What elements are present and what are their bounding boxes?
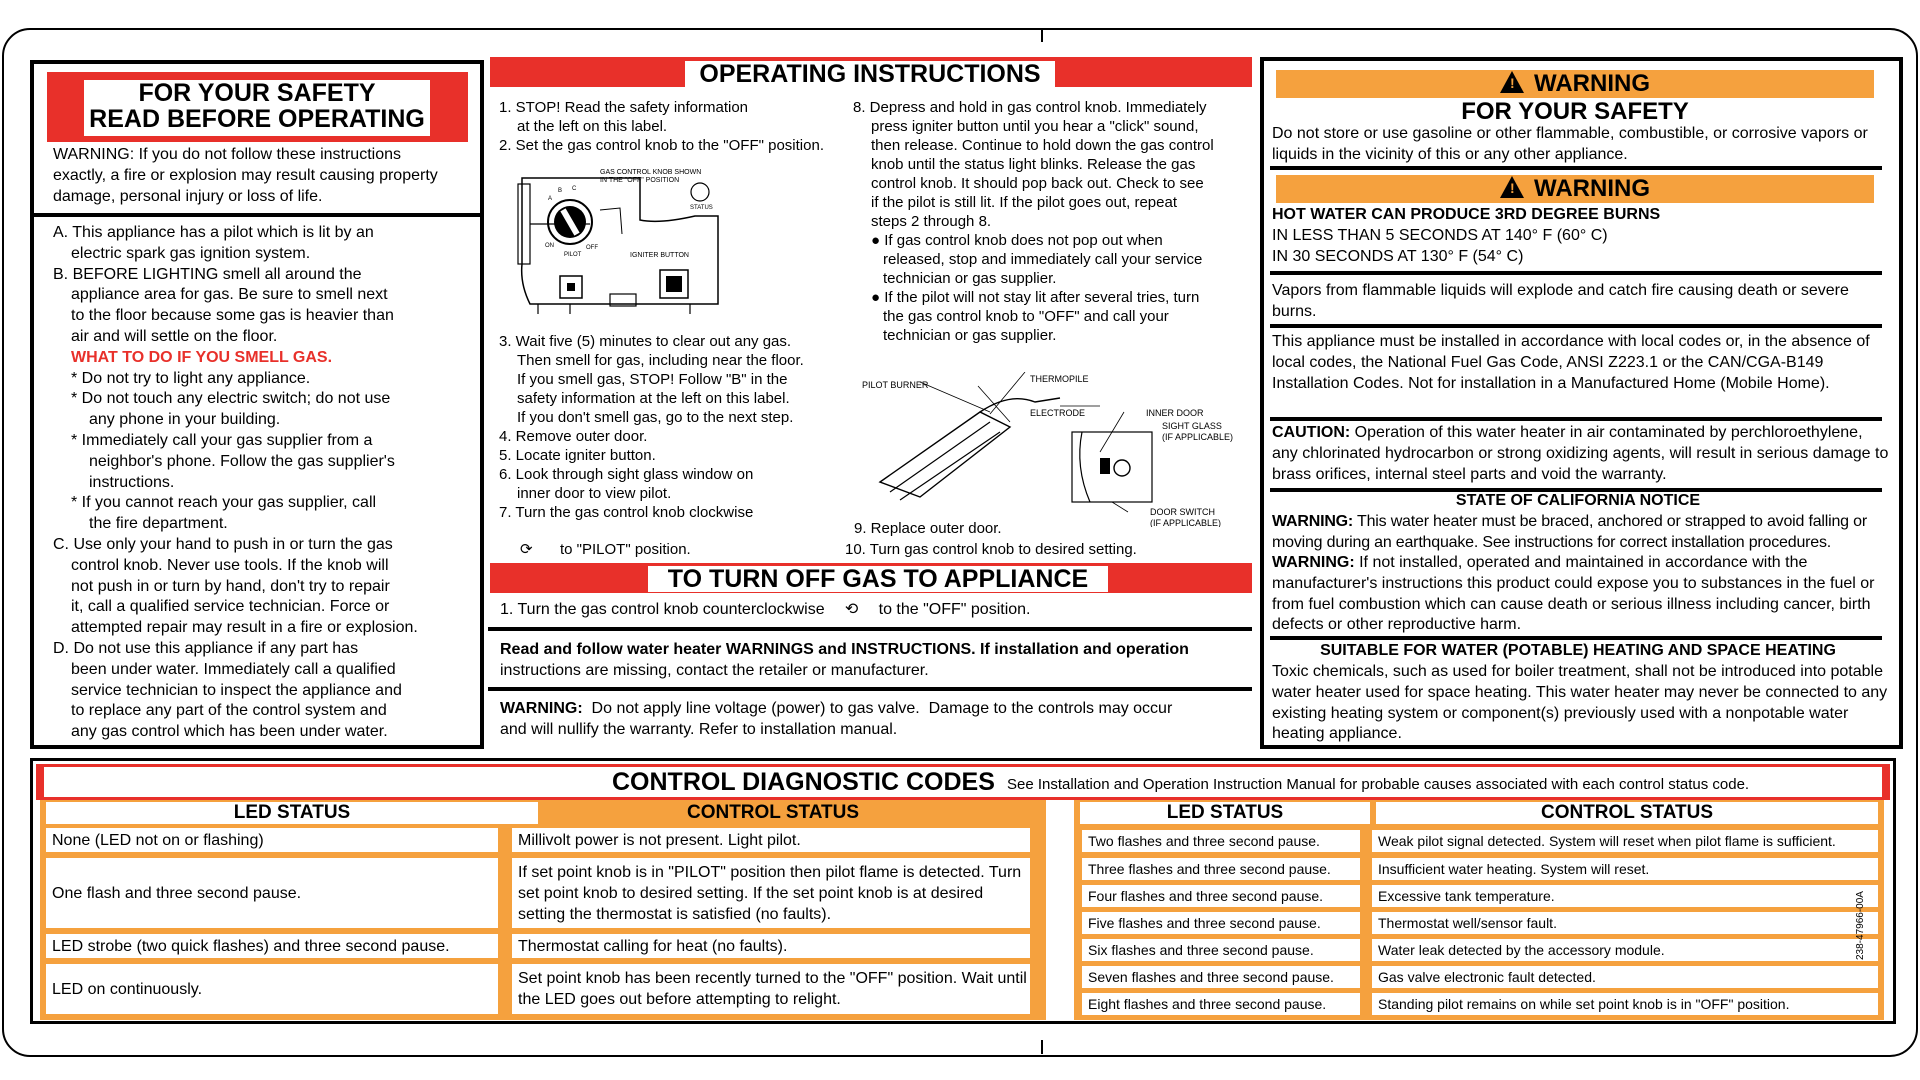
- control-status-cell: Insufficient water heating. System will reset.: [1372, 858, 1878, 880]
- step-10: 10. Turn gas control knob to desired setting.: [845, 541, 1137, 558]
- text-line: WHAT TO DO IF YOU SMELL GAS.: [71, 348, 333, 366]
- diagnostic-subtitle: See Installation and Operation Instruction Manual for probable causes associated with each control status code.: [1007, 776, 1750, 793]
- text-line: any phone in your building.: [89, 411, 281, 429]
- text-line: the fire department.: [89, 515, 228, 533]
- text-line: any gas control which has been under water.: [71, 723, 388, 741]
- control-status-cell: Thermostat well/sensor fault.: [1372, 912, 1878, 934]
- text-line: technician or gas supplier.: [883, 327, 1057, 344]
- diagram-label-a: A: [548, 196, 553, 202]
- control-status-cell: Standing pilot remains on while set point knob is in "OFF" position.: [1372, 993, 1878, 1015]
- safety-banner-line1: FOR YOUR SAFETY: [138, 79, 376, 107]
- text-line: D. Do not use this appliance if any part has: [53, 639, 359, 657]
- diagnostic-title-box: [44, 767, 1882, 797]
- line-voltage-warning-line1: Do not apply line voltage (power) to gas valve. Damage to the controls may occur: [582, 700, 1173, 717]
- california-notice-title: STATE OF CALIFORNIA NOTICE: [1455, 492, 1701, 509]
- diagram-thermopile: THERMOPILE: [1030, 374, 1089, 384]
- control-status-cell: Weak pilot signal detected. System will reset when pilot flame is sufficient.: [1372, 830, 1878, 852]
- led-status-cell: Eight flashes and three second pause.: [1082, 993, 1360, 1015]
- potable-text: Toxic chemicals, such as used for boiler treatment, shall not be introduced into potable water heater used for space heating. This water heater may never be connected to any existing heating system or component(s) previously used with a nonpotable water heating appliance.: [1272, 663, 1888, 743]
- safety-divider: [34, 213, 480, 217]
- middle-divider-2: [488, 687, 1252, 691]
- led-status-cell: One flash and three second pause.: [46, 858, 498, 928]
- control-status-cell: Millivolt power is not present. Light pilot.: [512, 828, 1030, 852]
- warning-title-1: WARNING: [1534, 70, 1650, 97]
- warning-bar-2: [1276, 175, 1874, 203]
- led-status-cell: Six flashes and three second pause.: [1082, 939, 1360, 961]
- california-warning-2-body: If not installed, operated and maintained in accordance with the manufacturer's instructions this product could expose you to substances in the fuel or from fuel combustion which can cause death or serious illness including cancer, birth defects or other reproductive harm.: [1272, 554, 1875, 634]
- caution-label: CAUTION:: [1272, 424, 1351, 441]
- safety-warning-text: WARNING: If you do not follow these instructions exactly, a fire or explosion may result causing property damage, personal injury or loss of life.: [53, 146, 438, 205]
- diagram-label-off-knob: OFF: [586, 245, 598, 251]
- control-status-cell: Excessive tank temperature.: [1372, 885, 1878, 907]
- diagram-inner-door: INNER DOOR: [1146, 408, 1204, 418]
- text-line: neighbor's phone. Follow the gas supplier's: [89, 452, 395, 470]
- bottom-tick-mark: [1041, 1040, 1043, 1054]
- caution-text: [1272, 423, 1890, 485]
- led-status-cell: LED on continuously.: [46, 964, 498, 1014]
- text-line: A. This appliance has a pilot which is lit by an: [53, 224, 374, 241]
- line-voltage-warning-label: WARNING:: [500, 700, 583, 717]
- part-number: 238-47966-00A: [1855, 891, 1866, 960]
- text-line: ● If the pilot will not stay lit after several tries, turn: [871, 289, 1200, 306]
- text-line: * Immediately call your gas supplier from a: [71, 431, 373, 449]
- text-line: 3. Wait five (5) minutes to clear out any gas.: [499, 333, 792, 350]
- potable-title: SUITABLE FOR WATER (POTABLE) HEATING AND SPACE HEATING: [1320, 642, 1836, 659]
- operating-steps-8: [853, 98, 1253, 345]
- left-control-header: CONTROL STATUS: [686, 802, 860, 823]
- text-line: 2. Set the gas control knob to the "OFF" position.: [499, 137, 824, 154]
- diagram-if-applicable-1: (IF APPLICABLE): [1162, 432, 1234, 442]
- warning-triangle-icon: !: [1500, 176, 1524, 198]
- turnoff-step: [500, 600, 1250, 621]
- text-line: service technician to inspect the appliance and: [71, 681, 402, 699]
- pilot-burner-diagram: [860, 372, 1240, 527]
- text-line: released, stop and immediately call your service: [883, 251, 1203, 268]
- text-line: If you smell gas, STOP! Follow "B" in the: [517, 371, 788, 388]
- text-line: not push in or turn by hand, don't try to repair: [71, 577, 390, 595]
- warning-title-2: WARNING: [1534, 175, 1650, 202]
- control-status-cell: Set point knob has been recently turned to the "OFF" position. Wait until the LED goes out before attempting to relight.: [512, 964, 1030, 1014]
- text-line: attempted repair may result in a fire or explosion.: [71, 619, 418, 637]
- operating-steps-1-2: [499, 98, 859, 155]
- text-line: * Do not try to light any appliance.: [71, 369, 311, 387]
- diagram-pilot-burner: PILOT BURNER: [862, 380, 929, 390]
- text-line: 7. Turn the gas control knob clockwise: [499, 504, 754, 521]
- right-divider-4: [1270, 417, 1882, 421]
- diagram-sight-glass: SIGHT GLASS: [1162, 421, 1222, 431]
- california-warning-1: [1272, 512, 1890, 554]
- text-line: ● If gas control knob does not pop out when: [871, 232, 1163, 249]
- step7-tail: [520, 540, 820, 559]
- text-line: steps 2 through 8.: [871, 213, 992, 230]
- text-line: if the pilot is still lit. If the pilot goes out, repeat: [871, 194, 1177, 211]
- led-status-cell: LED strobe (two quick flashes) and three second pause.: [46, 934, 498, 958]
- text-line: knob until the status light blinks. Release the gas: [871, 156, 1196, 173]
- california-warning-1-label: WARNING:: [1272, 513, 1354, 530]
- control-status-cell: Water leak detected by the accessory module.: [1372, 939, 1878, 961]
- text-line: to replace any part of the control system and: [71, 702, 387, 720]
- text-line: control knob. It should pop back out. Check to see: [871, 175, 1204, 192]
- text-line: it, call a qualified service technician. Force or: [71, 598, 390, 616]
- text-line: 6. Look through sight glass window on: [499, 466, 754, 483]
- text-line: electric spark gas ignition system.: [71, 244, 311, 262]
- step7-tail-text: to "PILOT" position.: [560, 541, 691, 558]
- hot-water-title: HOT WATER CAN PRODUCE 3RD DEGREE BURNS: [1272, 206, 1661, 223]
- gas-control-valve-diagram: [510, 164, 725, 314]
- led-status-cell: Two flashes and three second pause.: [1082, 830, 1360, 852]
- turnoff-step-tail: to the "OFF" position.: [878, 601, 1031, 618]
- right-divider-2: [1270, 271, 1882, 275]
- warning-triangle-icon: !: [1500, 71, 1524, 93]
- text-line: If you don't smell gas, go to the next step.: [517, 409, 794, 426]
- clockwise-arrow-icon: ⟳: [520, 541, 533, 558]
- safety-banner-title: [84, 80, 430, 136]
- right-divider-1: [1270, 166, 1882, 170]
- read-instructions-rest: instructions are missing, contact the retailer or manufacturer.: [500, 661, 929, 679]
- diagram-label-off: IN THE "OFF" POSITION: [600, 177, 680, 184]
- right-control-header: CONTROL STATUS: [1376, 802, 1878, 824]
- safety-items: [53, 223, 473, 743]
- text-line: air and will settle on the floor.: [71, 327, 278, 345]
- text-line: to the floor because some gas is heavier than: [71, 307, 394, 325]
- diagram-if-applicable-2: (IF APPLICABLE): [1150, 518, 1222, 527]
- california-warning-2: [1272, 553, 1882, 636]
- left-led-header: LED STATUS: [46, 802, 538, 824]
- text-line: 5. Locate igniter button.: [499, 447, 656, 464]
- text-line: B. BEFORE LIGHTING smell all around the: [53, 265, 362, 283]
- right-divider-3: [1270, 324, 1882, 328]
- line-voltage-warning-line2: and will nullify the warranty. Refer to installation manual.: [500, 720, 898, 738]
- read-instructions-bold: Read and follow water heater WARNINGS and INSTRUCTIONS. If installation and operation: [500, 641, 1189, 658]
- diagram-label-pilot: PILOT: [564, 252, 582, 258]
- text-line: safety information at the left on this label.: [517, 390, 790, 407]
- right-divider-6: [1270, 636, 1882, 640]
- led-status-cell: Seven flashes and three second pause.: [1082, 966, 1360, 988]
- text-line: * If you cannot reach your gas supplier, call: [71, 494, 377, 512]
- california-warning-2-label: WARNING:: [1272, 554, 1355, 571]
- diagram-label-on: ON: [545, 243, 554, 249]
- safety-banner-line2: READ BEFORE OPERATING: [89, 105, 425, 133]
- control-status-cell: Gas valve electronic fault detected.: [1372, 966, 1878, 988]
- text-line: instructions.: [89, 473, 175, 491]
- diagram-label-shown: GAS CONTROL KNOB SHOWN: [600, 169, 702, 176]
- led-status-cell: Three flashes and three second pause.: [1082, 858, 1360, 880]
- text-line: 4. Remove outer door.: [499, 428, 648, 445]
- text-line: press igniter button until you hear a "click" sound,: [871, 118, 1199, 135]
- control-status-cell: If set point knob is in "PILOT" position then pilot flame is detected. Turn set point knob to desired setting. If the set point knob is at desired setting the thermostat is satisfied (no faults).: [512, 858, 1030, 928]
- turnoff-step-text: 1. Turn the gas control knob counterclockwise: [500, 601, 825, 618]
- vapors-warning: Vapors from flammable liquids will explode and catch fire causing death or severe burns.: [1272, 282, 1849, 320]
- installation-codes: This appliance must be installed in accordance with local codes or, in the absence of local codes, the National Fuel Gas Code, ANSI Z223.1 or the CAN/CGA-B149 Installation Codes. Not for installation in a Manufactured Home (Mobile Home).: [1272, 333, 1870, 392]
- led-status-cell: None (LED not on or flashing): [46, 828, 498, 852]
- control-status-cell: Thermostat calling for heat (no faults).: [512, 934, 1030, 958]
- operating-title: OPERATING INSTRUCTIONS: [685, 61, 1055, 87]
- hot-water-line2: IN 30 SECONDS AT 130° F (54° C): [1272, 247, 1524, 265]
- operating-steps-3-7: [499, 332, 859, 522]
- text-line: the gas control knob to "OFF" and call your: [883, 308, 1169, 325]
- text-line: inner door to view pilot.: [517, 485, 672, 502]
- diagram-label-b: B: [558, 188, 563, 194]
- turnoff-title: TO TURN OFF GAS TO APPLIANCE: [648, 566, 1108, 592]
- caution-body: Operation of this water heater in air contaminated by perchloroethylene, any chlorinated hydrocarbon or strong oxidizing agents, will result in serious damage to brass orifices, internal steel parts and void the warranty.: [1272, 424, 1889, 483]
- text-line: Then smell for gas, including near the floor.: [517, 352, 804, 369]
- text-line: at the left on this label.: [517, 118, 668, 135]
- step-9: 9. Replace outer door.: [854, 520, 1002, 537]
- hot-water-warning: [1272, 205, 1892, 267]
- counterclockwise-arrow-icon: ⟲: [844, 601, 859, 618]
- diagram-label-c: C: [572, 186, 577, 192]
- read-instructions: [500, 640, 1250, 682]
- led-status-cell: Four flashes and three second pause.: [1082, 885, 1360, 907]
- text-line: control knob. Never use tools. If the knob will: [71, 556, 389, 574]
- warning-bar-1: [1276, 70, 1874, 98]
- text-line: been under water. Immediately call a qualified: [71, 660, 396, 678]
- text-line: * Do not touch any electric switch; do not use: [71, 390, 391, 408]
- diagnostic-title: CONTROL DIAGNOSTIC CODES: [612, 768, 995, 796]
- california-warning-1-body: This water heater must be braced, anchored or strapped to avoid falling or moving during an earthquake. See instructions for correct installation procedures.: [1272, 513, 1867, 551]
- hot-water-line1: IN LESS THAN 5 SECONDS AT 140° F (60° C): [1272, 226, 1608, 244]
- text-line: then release. Continue to hold down the gas control: [871, 137, 1214, 154]
- led-status-cell: Five flashes and three second pause.: [1082, 912, 1360, 934]
- for-your-safety-heading: FOR YOUR SAFETY: [1461, 98, 1689, 125]
- text-line: technician or gas supplier.: [883, 270, 1057, 287]
- diagram-electrode: ELECTRODE: [1030, 408, 1086, 418]
- right-led-header: LED STATUS: [1080, 802, 1370, 824]
- text-line: 8. Depress and hold in gas control knob. Immediately: [853, 99, 1207, 116]
- diagram-label-status: STATUS: [690, 205, 713, 211]
- top-tick-mark: [1041, 28, 1043, 42]
- text-line: 1. STOP! Read the safety information: [499, 99, 749, 116]
- diagram-door-switch: DOOR SWITCH: [1150, 507, 1215, 517]
- diagram-label-igniter: IGNITER BUTTON: [630, 252, 689, 259]
- line-voltage-warning: [500, 699, 1250, 741]
- middle-divider-1: [488, 627, 1252, 631]
- text-line: C. Use only your hand to push in or turn the gas: [53, 535, 393, 553]
- text-line: appliance area for gas. Be sure to smell next: [71, 286, 388, 304]
- store-warning-text: Do not store or use gasoline or other flammable, combustible, or corrosive vapors or liquids in the vicinity of this or any other appliance.: [1272, 125, 1868, 163]
